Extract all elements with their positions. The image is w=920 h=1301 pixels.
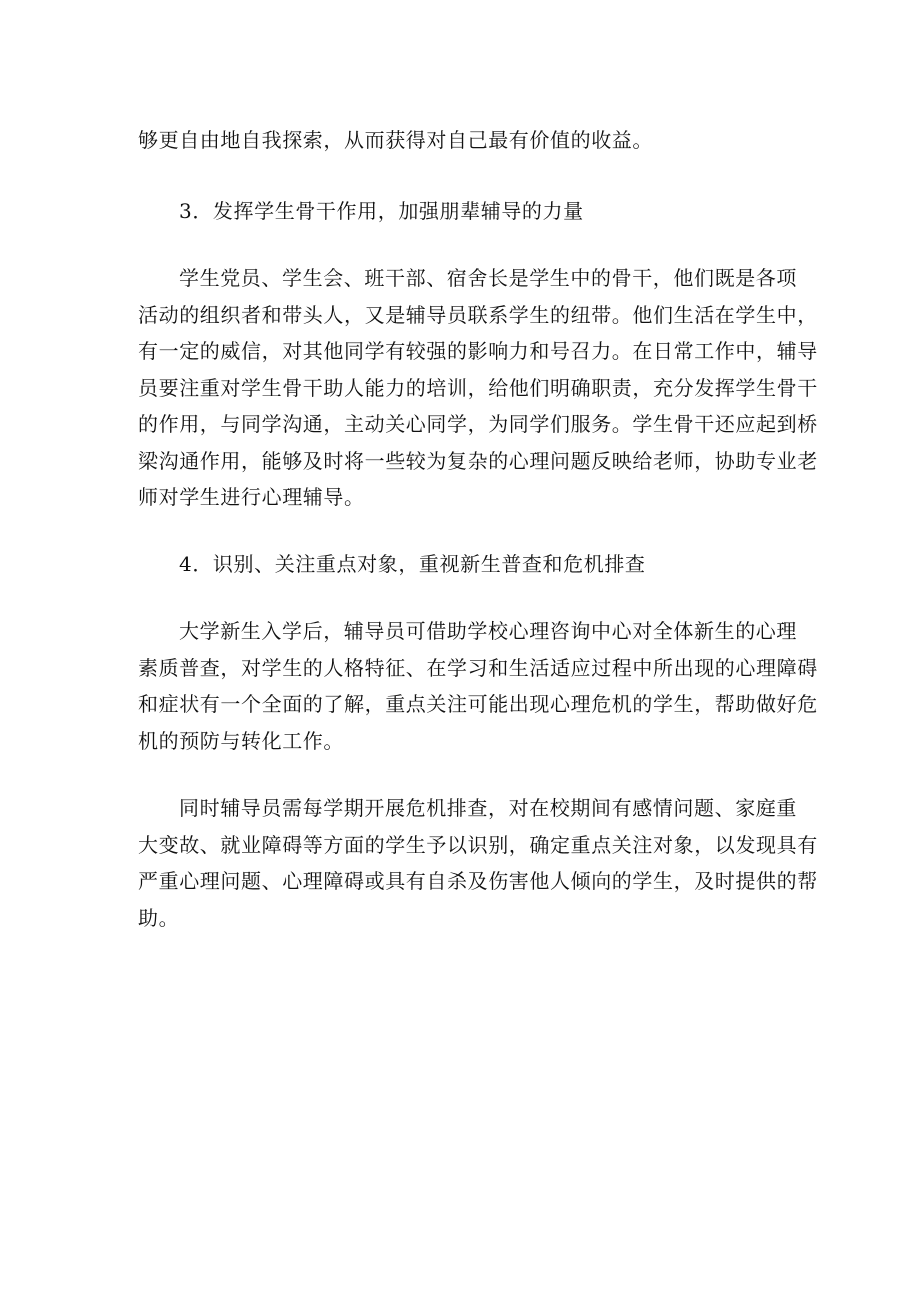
paragraph-fragment: [138, 122, 790, 159]
paragraph-line: 的作用，与同学沟通，主动关心同学，为同学们服务。学生骨干还应起到桥: [138, 412, 818, 436]
spacer: [138, 516, 790, 546]
paragraph-line: 够更自由地自我探索，从而获得对自己最有价值的收益。: [138, 128, 653, 152]
paragraph-line: 机的预防与转化工作。: [138, 728, 344, 753]
section-3-paragraph: [138, 260, 818, 516]
paragraph-line: 活动的组织者和带头人，又是辅导员联系学生的纽带。他们生活在学生中，: [138, 302, 818, 327]
section-4-paragraph-1: [138, 613, 818, 759]
section-4-paragraph-2: [138, 790, 818, 936]
paragraph-line: 学生党员、学生会、班干部、宿舍长是学生中的骨干，他们既是各项: [179, 266, 797, 290]
spacer: [138, 159, 790, 193]
paragraph-line: 助。: [138, 905, 180, 930]
section-4-heading: 4．识别、关注重点对象，重视新生普查和危机排查: [179, 551, 646, 576]
paragraph-line: 严重心理问题、心理障碍或具有自杀及伤害他人倾向的学生，及时提供的帮: [138, 869, 818, 893]
spacer: [138, 759, 790, 790]
paragraph-line: 梁沟通作用，能够及时将一些较为复杂的心理问题反映给老师，协助专业老: [138, 448, 818, 473]
paragraph-line: 有一定的威信，对其他同学有较强的影响力和号召力。在日常工作中，辅导: [138, 339, 818, 363]
paragraph-line: 素质普查，对学生的人格特征、在学习和生活适应过程中所出现的心理障碍: [138, 655, 818, 680]
paragraph-line: 员要注重对学生骨干助人能力的培训，给他们明确职责，充分发挥学生骨干: [138, 375, 818, 400]
paragraph-line: 师对学生进行心理辅导。: [138, 485, 365, 509]
spacer: [138, 229, 790, 260]
paragraph-line: 大学新生入学后，辅导员可借助学校心理咨询中心对全体新生的心理: [179, 619, 797, 643]
document-body: [138, 122, 818, 936]
section-3-heading: 3．发挥学生骨干作用，加强朋辈辅导的力量: [179, 198, 584, 223]
paragraph-line: 和症状有一个全面的了解，重点关注可能出现心理危机的学生，帮助做好危: [138, 692, 818, 716]
paragraph-line: 同时辅导员需每学期开展危机排查，对在校期间有感情问题、家庭重: [179, 796, 797, 820]
spacer: [138, 582, 790, 613]
paragraph-line: 大变故、就业障碍等方面的学生予以识别，确定重点关注对象，以发现具有: [138, 832, 818, 857]
